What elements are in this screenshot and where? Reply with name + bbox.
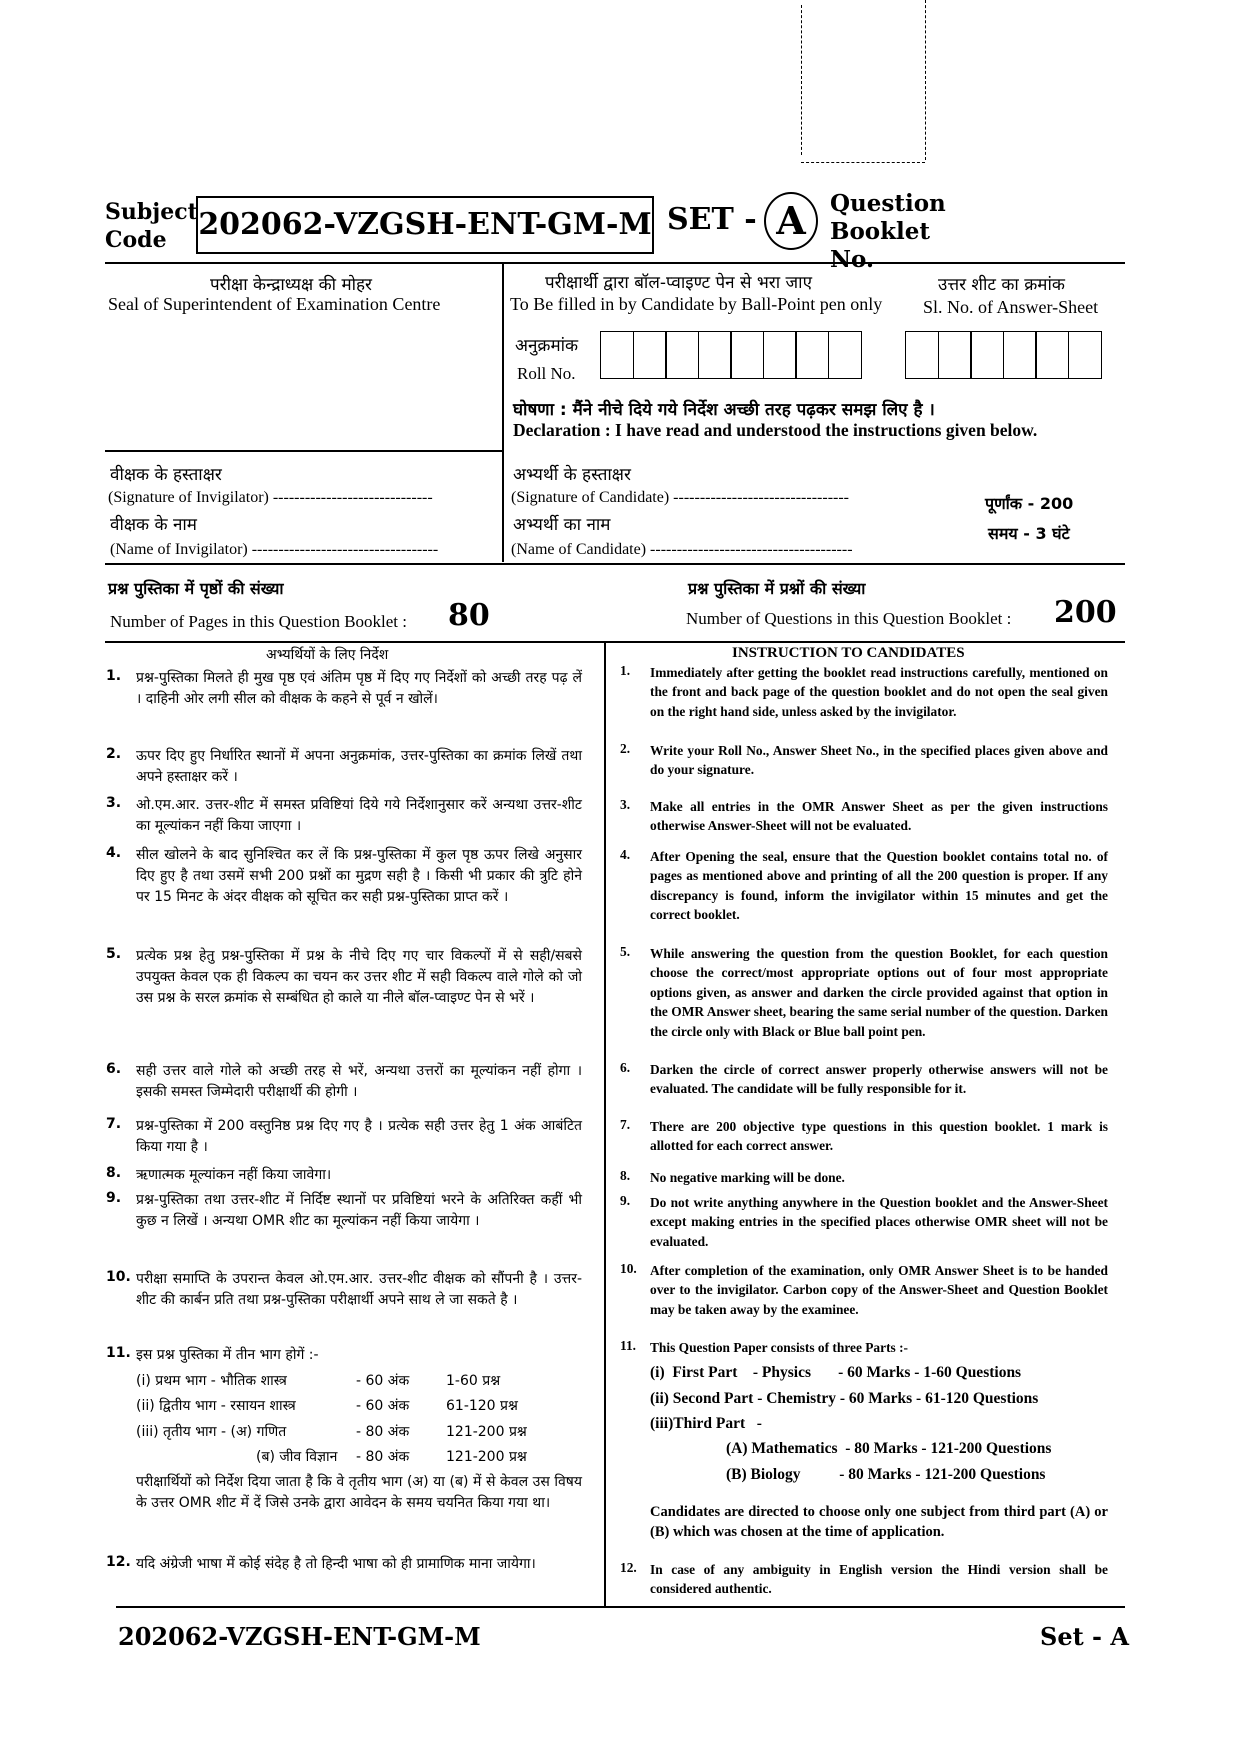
instruction-hi-number: 5.	[106, 946, 122, 962]
declaration-en: Declaration : I have read and understood the instructions given below.	[513, 420, 1038, 440]
seal-border-right	[925, 0, 926, 160]
questions-count-hi: प्रश्न पुस्तिका में प्रश्नों की संख्या	[688, 579, 866, 598]
exam-time: समय - 3 घंटे	[988, 524, 1070, 543]
answer-sheet-digit-box[interactable]	[970, 331, 1004, 379]
fill-en: To Be filled in by Candidate by Ball-Point pen only	[510, 294, 883, 314]
instruction-hi-text: प्रश्न-पुस्तिका में 200 वस्तुनिष्ठ प्रश्न दिए गए है । प्रत्येक सही उत्तर हेतु 1 अंक आबंटित किया गया है ।	[136, 1118, 582, 1155]
roll-digit-box[interactable]	[665, 331, 699, 379]
instruction-hi-number: 6.	[106, 1061, 122, 1077]
candidate-sign-hi: अभ्यर्थी के हस्ताक्षर	[513, 465, 631, 485]
part-hi-name: (ब) जीव विज्ञान	[256, 1449, 338, 1465]
part-hi-marks: - 60 अंक	[356, 1398, 410, 1414]
parts-hi-note: परीक्षार्थियों को निर्देश दिया जाता है कि वे तृतीय भाग (अ) या (ब) में से केवल उस विषय के उत्तर OMR शीट में दें जिसे उनके द्वारा आवेदन के समय चयनित किया गया था।	[136, 1474, 582, 1511]
part-hi-questions: 121-200 प्रश्न	[446, 1424, 527, 1440]
instruction-en-text: Immediately after getting the booklet read instructions carefully, mentioned on the front and back page of the question booklet and do not open the seal given on the right hand side, unless asked by the invigilator.	[650, 665, 1108, 719]
instruction-hi-text: ऊपर दिए हुए निर्धारित स्थानों में अपना अनुक्रमांक, उत्तर-पुस्तिका का क्रमांक लिखें तथा अपने हस्ताक्षर करें ।	[136, 748, 582, 785]
instruction-en-number: 9.	[620, 1193, 631, 1208]
seal-box-bottom	[105, 450, 502, 452]
instruction-en-text: Darken the circle of correct answer properly otherwise answers will not be evaluated. The candidate will be fully responsible for it.	[650, 1062, 1108, 1097]
answer-sheet-digit-box[interactable]	[1035, 331, 1069, 379]
part-en-line: (i) First Part - Physics - 60 Marks - 1-60 Questions	[650, 1364, 1022, 1381]
instruction-hi-number: 1.	[106, 668, 122, 684]
instruction-hi-number: 7.	[106, 1116, 122, 1132]
set-value-circle: A	[764, 192, 818, 250]
parts-en-note: Candidates are directed to choose only one subject from third part (A) or (B) which was chosen at the time of application.	[650, 1504, 1108, 1540]
invigilator-name-en: (Name of Invigilator) -----------------------------------	[110, 541, 439, 558]
instruction-en-number: 5.	[620, 944, 631, 959]
instruction-en-text: This Question Paper consists of three Parts :-	[650, 1340, 909, 1355]
instruction-hi-number: 12.	[106, 1554, 131, 1570]
part-hi-name: (ii) द्वितीय भाग - रसायन शास्त्र	[136, 1398, 296, 1414]
questions-count-value: 200	[1054, 595, 1117, 630]
answer-sheet-digit-box[interactable]	[1068, 331, 1102, 379]
answer-sheet-hi: उत्तर शीट का क्रमांक	[938, 275, 1065, 295]
instruction-en-number: 1.	[620, 663, 631, 678]
instructions-divider	[604, 641, 606, 1606]
part-hi-name: (iii) तृतीय भाग - (अ) गणित	[136, 1424, 287, 1440]
instruction-en-number: 6.	[620, 1060, 631, 1075]
pages-count-en: Number of Pages in this Question Booklet :	[110, 612, 408, 631]
invigilator-name-hi: वीक्षक के नाम	[110, 515, 197, 535]
instruction-hi-text: प्रश्न-पुस्तिका मिलते ही मुख पृष्ठ एवं अंतिम पृष्ठ में दिए गए निर्देशों को अच्छी तरह पढ़ लें । दाहिनी ओर लगी सील को वीक्षक के कहने से पूर्व न खोलें।	[136, 670, 582, 707]
instruction-en-text: In case of any ambiguity in English version the Hindi version shall be considered authentic.	[650, 1562, 1108, 1597]
roll-digit-box[interactable]	[698, 331, 732, 379]
instruction-hi-number: 11.	[106, 1345, 131, 1361]
instruction-hi-text: सील खोलने के बाद सुनिश्चित कर लें कि प्रश्न-पुस्तिका में कुल पृष्ठ ऊपर लिखे अनुसार दिए हुए है तथा उसमें सभी 200 प्रश्नों का मुद्रण सही है । किसी भी प्रकार की त्रुटि होने पर 15 मिनट के अंदर वीक्षक को सूचित कर सही प्रश्न-पुस्तिका प्राप्त करें ।	[136, 847, 582, 905]
seal-border-left	[801, 5, 802, 155]
candidate-name-en: (Name of Candidate) --------------------------------------	[511, 541, 853, 558]
instruction-hi-text: प्रश्न-पुस्तिका तथा उत्तर-शीट में निर्दिष्ट स्थानों पर प्रविष्टियां भरने के अतिरिक्त कहीं भी कुछ न लिखें । अन्यथा OMR शीट का मूल्यांकन नहीं किया जायेगा ।	[136, 1192, 582, 1229]
instruction-hi-number: 3.	[106, 795, 122, 811]
instruction-en-number: 10.	[620, 1261, 637, 1276]
answer-sheet-digit-box[interactable]	[1003, 331, 1037, 379]
answer-sheet-boxes[interactable]	[905, 331, 1100, 379]
booklet-no-label: Question Booklet No.	[830, 190, 946, 273]
answer-sheet-en: Sl. No. of Answer-Sheet	[923, 297, 1099, 317]
form-bottom-rule	[105, 563, 1125, 565]
instruction-en-number: 3.	[620, 797, 631, 812]
roll-digit-box[interactable]	[600, 331, 634, 379]
instructions-hi-title: अभ्यर्थियों के लिए निर्देश	[266, 647, 389, 663]
part-hi-name: (i) प्रथम भाग - भौतिक शास्त्र	[136, 1373, 287, 1389]
instruction-hi-text: प्रत्येक प्रश्न हेतु प्रश्न-पुस्तिका में प्रश्न के नीचे दिए गए चार विकल्पों में से सही/सबसे उपयुक्त केवल एक ही विकल्प का चयन कर उत्तर शीट में सही विकल्प वाले गोले को जो उस प्रश्न के सरल क्रमांक से सम्बंधित हो काले या नीले बॉल-प्वाइण्ट पेन से भरें ।	[136, 948, 582, 1006]
roll-hi: अनुक्रमांक	[515, 336, 579, 356]
subject-code-box: 202062-VZGSH-ENT-GM-M	[196, 196, 654, 254]
instruction-en-text: No negative marking will be done.	[650, 1170, 845, 1185]
subject-code-label: Subject Code	[105, 199, 198, 253]
instruction-hi-text: यदि अंग्रेजी भाषा में कोई संदेह है तो हिन्दी भाषा को ही प्रामाणिक माना जायेगा।	[136, 1556, 536, 1572]
footer-set: Set - A	[1040, 1622, 1129, 1651]
roll-number-boxes[interactable]	[600, 331, 860, 379]
instruction-en-text: While answering the question from the question Booklet, for each question choose the correct/most appropriate options out of four most appropriate options given, as answer and darken the circle provided against that option in the OMR Answer sheet, bearing the same serial number of the question. Darken the circle only with Black or Blue ball point pen.	[650, 946, 1108, 1039]
instruction-hi-number: 8.	[106, 1165, 122, 1181]
instruction-hi-text: सही उत्तर वाले गोले को अच्छी तरह से भरें, अन्यथा उत्तरों का मूल्यांकन नहीं होगा । इसकी समस्त जिम्मेदारी परीक्षार्थी की होगी ।	[136, 1063, 582, 1100]
form-top-rule	[105, 262, 1125, 264]
roll-digit-box[interactable]	[730, 331, 764, 379]
roll-digit-box[interactable]	[795, 331, 829, 379]
invigilator-sign-hi: वीक्षक के हस्ताक्षर	[110, 465, 222, 485]
instruction-hi-text: ऋणात्मक मूल्यांकन नहीं किया जावेगा।	[136, 1167, 332, 1183]
part-hi-marks: - 80 अंक	[356, 1424, 410, 1440]
questions-count-en: Number of Questions in this Question Booklet :	[686, 609, 1012, 628]
part-en-line: (B) Biology - 80 Marks - 121-200 Questions	[726, 1466, 1046, 1483]
instruction-hi-text: ओ.एम.आर. उत्तर-शीट में समस्त प्रविष्टियां दिये गये निर्देशानुसार करें अन्यथा उत्तर-शीट का मूल्यांकन नहीं किया जाएगा ।	[136, 797, 582, 834]
fill-hi: परीक्षार्थी द्वारा बॉल-प्वाइण्ट पेन से भरा जाए	[545, 273, 812, 293]
instruction-en-text: There are 200 objective type questions in this question booklet. 1 mark is allotted for each correct answer.	[650, 1119, 1108, 1154]
instruction-hi-number: 2.	[106, 746, 122, 762]
instruction-en-number: 8.	[620, 1168, 631, 1183]
part-en-line: (ii) Second Part - Chemistry - 60 Marks - 61-120 Questions	[650, 1390, 1039, 1407]
instruction-hi-number: 9.	[106, 1190, 122, 1206]
roll-en: Roll No.	[517, 364, 576, 383]
part-hi-marks: - 80 अंक	[356, 1449, 410, 1465]
pages-count-value: 80	[448, 598, 490, 633]
pages-count-hi: प्रश्न पुस्तिका में पृष्ठों की संख्या	[108, 579, 284, 598]
roll-digit-box[interactable]	[763, 331, 797, 379]
instruction-hi-text: इस प्रश्न पुस्तिका में तीन भाग होगें :-	[136, 1347, 319, 1363]
part-hi-questions: 121-200 प्रश्न	[446, 1449, 527, 1465]
instruction-en-number: 7.	[620, 1117, 631, 1132]
part-hi-marks: - 60 अंक	[356, 1373, 410, 1389]
answer-sheet-digit-box[interactable]	[905, 331, 939, 379]
instruction-en-number: 4.	[620, 847, 631, 862]
part-hi-questions: 61-120 प्रश्न	[446, 1398, 518, 1414]
instruction-hi-number: 10.	[106, 1269, 131, 1285]
instruction-en-text: Do not write anything anywhere in the Question booklet and the Answer-Sheet except making entries in the specified places otherwise OMR sheet will not be evaluated.	[650, 1195, 1108, 1249]
instruction-en-text: After completion of the examination, only OMR Answer Sheet is to be handed over to the invigilator. Carbon copy of the Answer-Sheet and Question Booklet may be taken away by the examinee.	[650, 1263, 1108, 1317]
instructions-top-rule	[105, 641, 1125, 643]
candidate-name-hi: अभ्यर्थी का नाम	[513, 515, 611, 535]
answer-sheet-digit-box[interactable]	[938, 331, 972, 379]
declaration-hi: घोषणा : मैंने नीचे दिये गये निर्देश अच्छी तरह पढ़कर समझ लिए है ।	[513, 400, 935, 420]
instruction-en-number: 11.	[620, 1338, 636, 1353]
seal-border-bottom	[801, 162, 925, 163]
instruction-en-text: Make all entries in the OMR Answer Sheet as per the given instructions otherwise Answer-Sheet will not be evaluated.	[650, 799, 1108, 834]
instruction-en-text: After Opening the seal, ensure that the Question booklet contains total no. of pages as mentioned above and printing of all the 200 question is proper. If any discrepancy is found, inform the invigilator within 15 minutes and get the correct booklet.	[650, 849, 1108, 923]
total-marks: पूर्णांक - 200	[985, 494, 1074, 513]
instructions-en-title: INSTRUCTION TO CANDIDATES	[732, 645, 965, 661]
instruction-en-number: 2.	[620, 741, 631, 756]
seal-hi: परीक्षा केन्द्राध्यक्ष की मोहर	[210, 275, 373, 295]
seal-en: Seal of Superintendent of Examination Centre	[108, 294, 441, 314]
roll-digit-box[interactable]	[828, 331, 862, 379]
form-divider	[502, 262, 504, 562]
instruction-hi-text: परीक्षा समाप्ति के उपरान्त केवल ओ.एम.आर. उत्तर-शीट वीक्षक को सौंपनी है । उत्तर-शीट की कार्बन प्रति तथा प्रश्न-पुस्तिका परीक्षार्थी अपने साथ ले जा सकते है ।	[136, 1271, 582, 1308]
part-hi-questions: 1-60 प्रश्न	[446, 1373, 501, 1389]
instruction-en-text: Write your Roll No., Answer Sheet No., in the specified places given above and do your signature.	[650, 743, 1108, 778]
footer-subject-code: 202062-VZGSH-ENT-GM-M	[118, 1622, 481, 1651]
instructions-bottom-rule	[116, 1606, 1125, 1608]
part-en-line: (A) Mathematics - 80 Marks - 121-200 Questions	[726, 1440, 1052, 1457]
candidate-sign-en: (Signature of Candidate) ---------------------------------	[511, 489, 849, 506]
instruction-en-number: 12.	[620, 1560, 637, 1575]
part-en-line: (iii)Third Part -	[650, 1415, 762, 1432]
roll-digit-box[interactable]	[633, 331, 667, 379]
instruction-hi-number: 4.	[106, 845, 122, 861]
set-label: SET -	[667, 202, 757, 237]
invigilator-sign-en: (Signature of Invigilator) ------------------------------	[108, 489, 433, 506]
